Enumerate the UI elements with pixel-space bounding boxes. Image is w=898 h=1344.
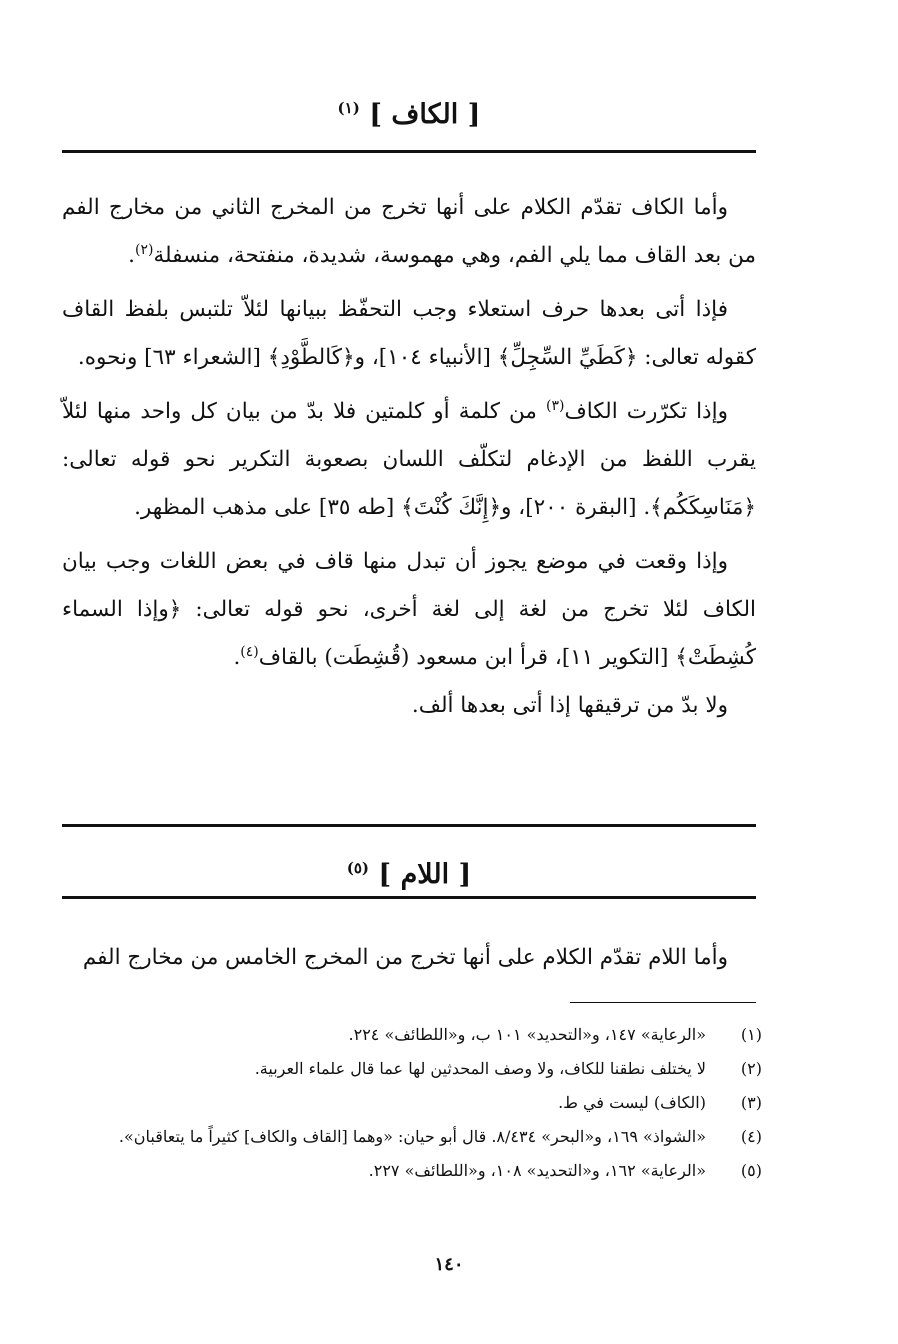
section-heading-lam <box>62 848 756 895</box>
footnote-number: (٣) <box>740 1093 762 1112</box>
footnote-ref: (٢) <box>134 241 154 258</box>
footnote-ref: (٣) <box>545 397 565 414</box>
footnote <box>62 1122 762 1152</box>
footnote <box>62 1020 762 1050</box>
heading-text: [ اللام ] <box>378 859 472 890</box>
paragraph-text: ولا بدّ من ترقيقها إذا أتى بعدها ألف. <box>411 693 728 718</box>
heading-footnote-ref: (١) <box>337 99 360 117</box>
heading-rule <box>62 150 756 153</box>
footnote-text: (الكاف) ليست في ط. <box>558 1093 706 1112</box>
footnote-text: لا يختلف نطقنا للكاف، ولا وصف المحدثين لها عما قال علماء العربية. <box>254 1059 706 1078</box>
paragraph-text: وأما اللام تقدّم الكلام على أنها تخرج من المخرج الخامس من مخارج الفم <box>82 945 728 970</box>
paragraph <box>62 184 756 280</box>
heading-footnote-ref: (٥) <box>346 859 369 877</box>
paragraph-text: . <box>128 243 135 268</box>
footnote <box>62 1054 762 1084</box>
footnote-number: (٤) <box>740 1127 762 1146</box>
section-body-lam <box>62 934 756 982</box>
footnote-text: «الرعاية» ١٤٧، و«التحديد» ١٠١ ب، و«اللطائف» ٢٢٤. <box>348 1025 706 1044</box>
paragraph-text: وإذا تكرّرت الكاف <box>564 399 728 424</box>
paragraph-text: وإذا وقعت في موضع يجوز أن تبدل منها قاف في بعض اللغات وجب بيان الكاف لئلا تخرج من لغة إلى لغة أخرى، نحو قوله تعالى: ﴿وإذا السماء كُشِطَتْ﴾ [التكوير ١١]، قرأ ابن مسعود (قُشِطَت) بالقاف <box>62 549 756 670</box>
paragraph-text: وأما الكاف تقدّم الكلام على أنها تخرج من المخرج الثاني من مخارج الفم من بعد القاف مما يلي الفم، وهي مهموسة، شديدة، منفتحة، منسفلة <box>62 195 756 268</box>
footnote-number: (٥) <box>740 1161 762 1180</box>
footnote-separator <box>570 1002 756 1003</box>
section-heading-kaf <box>62 88 756 135</box>
paragraph <box>62 388 756 532</box>
footnote-text: «الشواذ» ١٦٩، و«البحر» ٨/٤٣٤. قال أبو حيان: «وهما [القاف والكاف] كثيراً ما يتعاقبان». <box>118 1127 706 1146</box>
footnote-ref: (٤) <box>240 643 259 660</box>
heading-text: [ الكاف ] <box>369 99 481 130</box>
footnote-text: «الرعاية» ١٦٢، و«التحديد» ١٠٨، و«اللطائف» ٢٢٧. <box>368 1161 706 1180</box>
section-body-kaf <box>62 184 756 730</box>
paragraph <box>62 538 756 682</box>
paragraph-text: من كلمة أو كلمتين فلا بدّ من بيان كل واحد منها لئلاّ يقرب اللفظ من الإدغام لتكلّف اللسان بصعوبة التكرير نحو قوله تعالى: ﴿مَنَاسِكَكُم﴾. [البقرة ٢٠٠]، و﴿إِنَّكَ كُنْتَ﴾ [طه ٣٥] على مذهب المظهر. <box>62 399 756 520</box>
paragraph-text: فإذا أتى بعدها حرف استعلاء وجب التحفّظ ببيانها لئلاّ تلتبس بلفظ القاف كقوله تعالى: ﴿كَطَيِّ السِّجِلِّ﴾ [الأنبياء ١٠٤]، و﴿كَالطَّوْدِ﴾ [الشعراء ٦٣] ونحوه. <box>62 297 756 370</box>
paragraph <box>62 286 756 382</box>
page-number: ١٤٠ <box>434 1254 464 1275</box>
footnote-number: (١) <box>740 1025 762 1044</box>
footnotes <box>62 1020 762 1186</box>
section-divider-rule <box>62 824 756 827</box>
footnote <box>62 1088 762 1118</box>
paragraph <box>62 682 756 730</box>
paragraph-text: . <box>233 645 241 670</box>
heading-rule <box>62 896 756 899</box>
paragraph <box>62 934 756 982</box>
footnote <box>62 1156 762 1186</box>
footnote-number: (٢) <box>740 1059 762 1078</box>
